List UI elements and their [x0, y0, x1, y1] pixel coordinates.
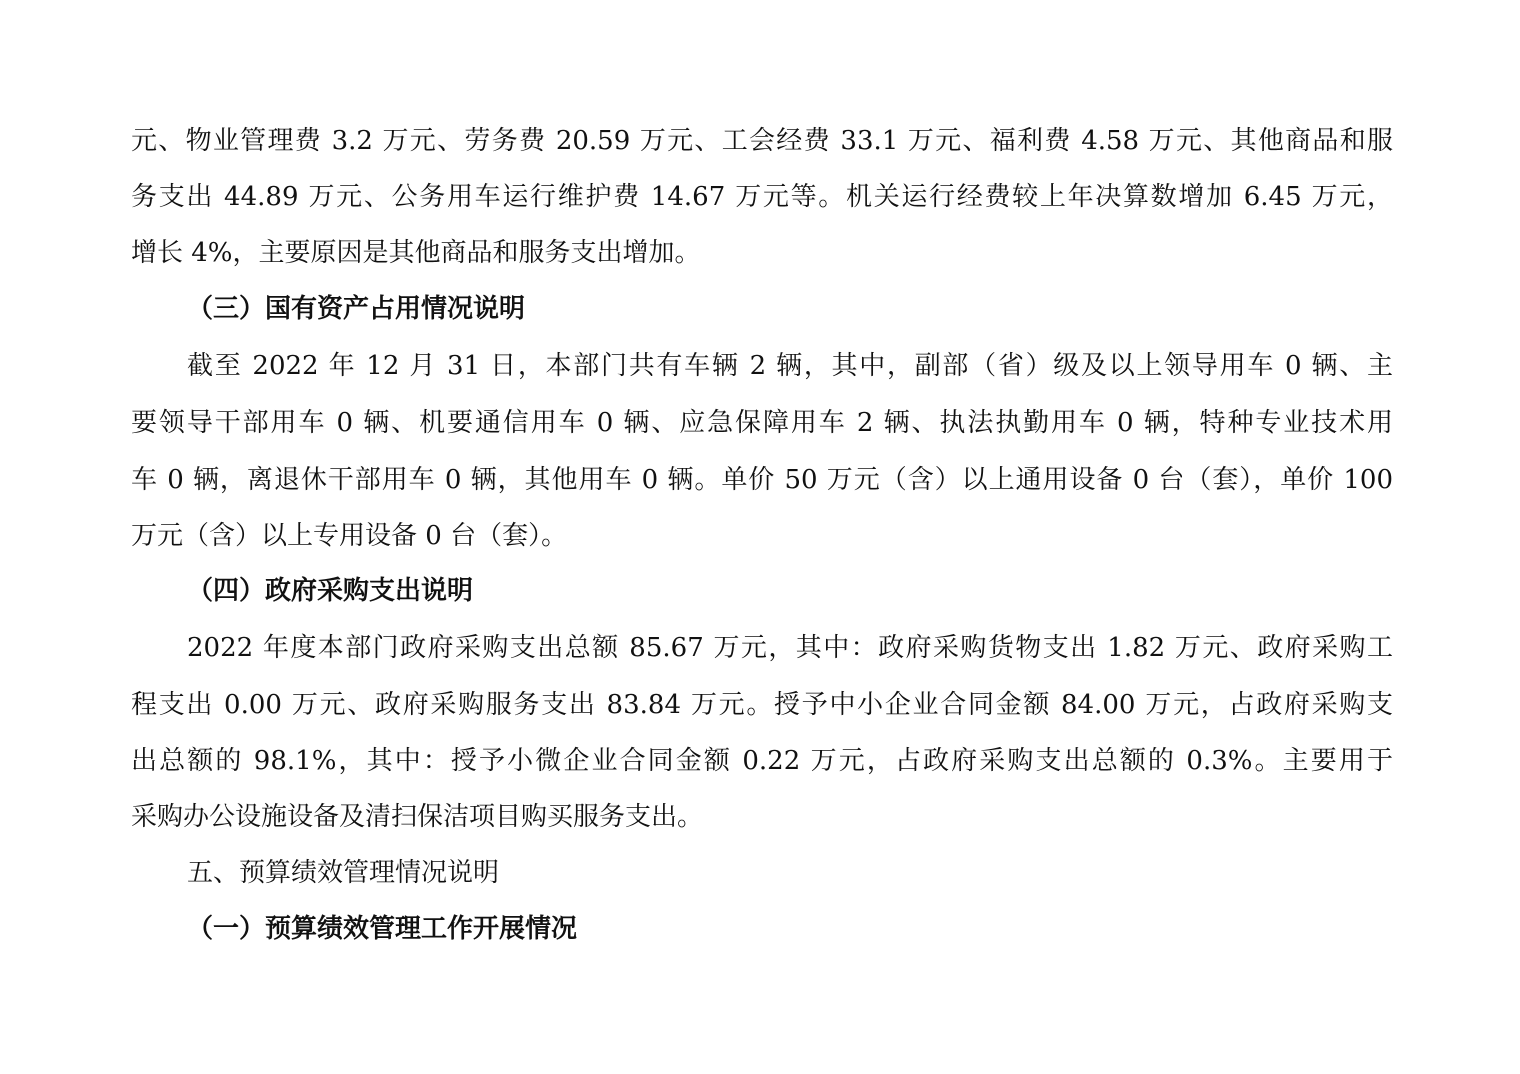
- paragraph-line: 车 0 辆，离退休干部用车 0 辆，其他用车 0 辆。单价 50 万元（含）以上通用设备 0 台（套），单价 100: [131, 465, 1393, 495]
- paragraph-line: 要领导干部用车 0 辆、机要通信用车 0 辆、应急保障用车 2 辆、执法执勤用车 0 辆，特种专业技术用: [131, 408, 1393, 438]
- paragraph-line: 采购办公设施设备及清扫保洁项目购买服务支出。: [131, 802, 704, 832]
- paragraph-line: 务支出 44.89 万元、公务用车运行维护费 14.67 万元等。机关运行经费较上年决算数增加 6.45 万元，: [131, 182, 1393, 212]
- paragraph-line: 程支出 0.00 万元、政府采购服务支出 83.84 万元。授予中小企业合同金额 84.00 万元，占政府采购支: [131, 690, 1393, 720]
- paragraph-line: 截至 2022 年 12 月 31 日，本部门共有车辆 2 辆，其中，副部（省）级及以上领导用车 0 辆、主: [187, 351, 1393, 381]
- paragraph-line: 万元（含）以上专用设备 0 台（套）。: [131, 521, 568, 551]
- paragraph-line: 增长 4%，主要原因是其他商品和服务支出增加。: [131, 238, 701, 268]
- section-heading-procurement: （四）政府采购支出说明: [187, 576, 474, 606]
- paragraph-line: 出总额的 98.1%，其中：授予小微企业合同金额 0.22 万元，占政府采购支出总额的 0.3%。主要用于: [131, 746, 1393, 776]
- section-heading-performance: 五、预算绩效管理情况说明: [187, 858, 500, 888]
- paragraph-line: 元、物业管理费 3.2 万元、劳务费 20.59 万元、工会经费 33.1 万元、福利费 4.58 万元、其他商品和服: [131, 126, 1393, 156]
- subsection-heading-performance-work: （一）预算绩效管理工作开展情况: [187, 914, 578, 944]
- paragraph-line: 2022 年度本部门政府采购支出总额 85.67 万元，其中：政府采购货物支出 1.82 万元、政府采购工: [187, 633, 1393, 663]
- section-heading-state-assets: （三）国有资产占用情况说明: [187, 294, 526, 324]
